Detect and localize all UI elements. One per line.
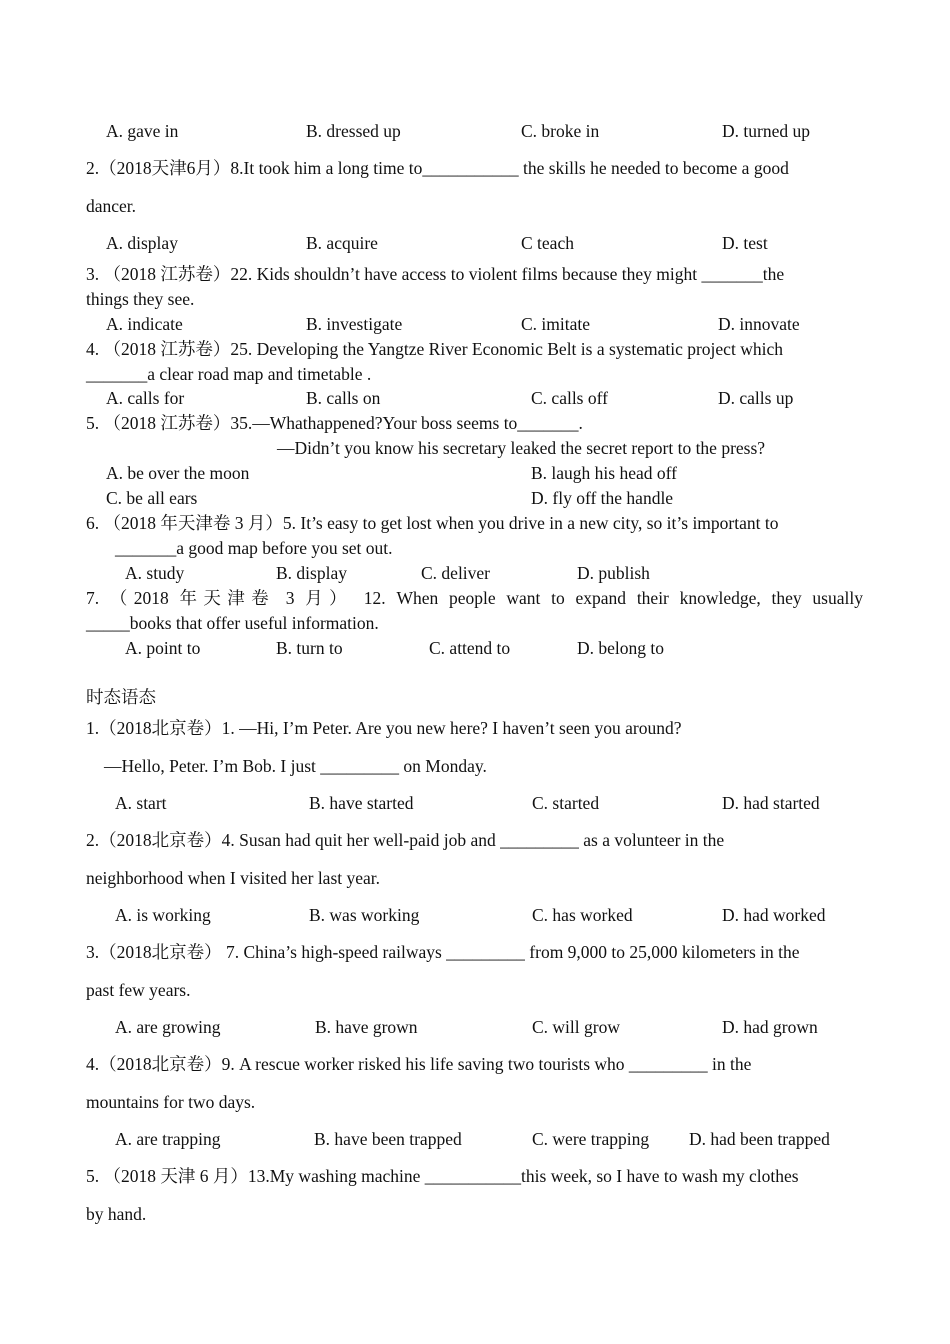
- option-d: D. had started: [722, 793, 820, 813]
- option-c: C. has worked: [532, 905, 633, 925]
- option-b: B. display: [276, 563, 347, 583]
- question-stem: 5. （2018 江苏卷）35.—Whathappened?Your boss seems to_______.: [86, 413, 583, 433]
- option-b: B. have grown: [315, 1017, 418, 1037]
- question-stem: 3.（2018北京卷） 7. China’s high-speed railways _________ from 9,000 to 25,000 kilometers in the: [86, 942, 800, 962]
- option-b: B. have been trapped: [314, 1129, 462, 1149]
- option-d: D. belong to: [577, 638, 665, 658]
- question-stem: 5. （2018 天津 6 月）13.My washing machine ___________this week, so I have to wash my clothes: [86, 1166, 799, 1186]
- question-stem: 6. （2018 年天津卷 3 月）5. It’s easy to get lost when you drive in a new city, so it’s important to: [86, 513, 779, 533]
- option-b: B. acquire: [306, 233, 378, 253]
- option-b: B. calls on: [306, 388, 381, 408]
- option-c: C. attend to: [429, 638, 511, 658]
- option-a: A. gave in: [106, 121, 179, 141]
- section-heading: 时态语态: [86, 687, 156, 707]
- option-d: D. calls up: [718, 388, 794, 408]
- option-d: D. fly off the handle: [531, 488, 674, 508]
- option-a: A. point to: [125, 638, 201, 658]
- option-c: C teach: [521, 233, 574, 253]
- question-stem: 2.（2018天津6月）8.It took him a long time to___________ the skills he needed to become a good: [86, 158, 789, 178]
- option-d: D. had worked: [722, 905, 826, 925]
- question-stem-cont: by hand.: [86, 1204, 147, 1224]
- question-stem-cont: dancer.: [86, 196, 137, 216]
- option-c: C. be all ears: [106, 488, 198, 508]
- question-stem-cont: things they see.: [86, 289, 195, 309]
- question-stem: 3. （2018 江苏卷）22. Kids shouldn’t have access to violent films because they might _______the: [86, 264, 785, 284]
- question-stem: 1.（2018北京卷）1. —Hi, I’m Peter. Are you new here? I haven’t seen you around?: [86, 718, 682, 738]
- option-d: D. turned up: [722, 121, 810, 141]
- question-stem-cont: mountains for two days.: [86, 1092, 256, 1112]
- question-stem-cont: _______a good map before you set out.: [115, 538, 393, 558]
- option-a: A. calls for: [106, 388, 185, 408]
- option-b: B. have started: [309, 793, 414, 813]
- question-stem-cont: _____books that offer useful information.: [86, 613, 379, 633]
- option-d: D. test: [722, 233, 768, 253]
- option-b: B. laugh his head off: [531, 463, 677, 483]
- question-stem: 4. （2018 江苏卷）25. Developing the Yangtze River Economic Belt is a systematic project which: [86, 339, 783, 359]
- option-a: A. are growing: [115, 1017, 221, 1037]
- option-a: A. be over the moon: [106, 463, 250, 483]
- option-a: A. display: [106, 233, 178, 253]
- question-stem: 2.（2018北京卷）4. Susan had quit her well-paid job and _________ as a volunteer in the: [86, 830, 725, 850]
- option-c: C. imitate: [521, 314, 591, 334]
- option-b: B. was working: [309, 905, 420, 925]
- option-a: A. is working: [115, 905, 211, 925]
- option-a: A. study: [125, 563, 185, 583]
- option-a: A. start: [115, 793, 167, 813]
- option-c: C. calls off: [531, 388, 608, 408]
- question-stem-cont: neighborhood when I visited her last year.: [86, 868, 381, 888]
- question-stem-cont: _______a clear road map and timetable .: [86, 364, 372, 384]
- option-b: B. turn to: [276, 638, 343, 658]
- option-d: D. had grown: [722, 1017, 818, 1037]
- option-b: B. investigate: [306, 314, 403, 334]
- question-stem-cont: past few years.: [86, 980, 191, 1000]
- option-c: C. deliver: [421, 563, 491, 583]
- option-d: D. publish: [577, 563, 650, 583]
- question-stem: 4.（2018北京卷）9. A rescue worker risked his life saving two tourists who _________ in the: [86, 1054, 752, 1074]
- option-c: C. will grow: [532, 1017, 620, 1037]
- question-stem: 7. （2018 年天津卷 3 月） 12. When people want to expand their knowledge, they usually: [86, 588, 863, 608]
- question-stem-cont: —Hello, Peter. I’m Bob. I just _________ on Monday.: [104, 756, 487, 776]
- option-c: C. were trapping: [532, 1129, 650, 1149]
- question-stem-cont: —Didn’t you know his secretary leaked the secret report to the press?: [277, 438, 766, 458]
- option-c: C. started: [532, 793, 600, 813]
- option-c: C. broke in: [521, 121, 600, 141]
- option-a: A. are trapping: [115, 1129, 221, 1149]
- option-d: D. had been trapped: [689, 1129, 830, 1149]
- option-a: A. indicate: [106, 314, 183, 334]
- option-b: B. dressed up: [306, 121, 401, 141]
- option-d: D. innovate: [718, 314, 800, 334]
